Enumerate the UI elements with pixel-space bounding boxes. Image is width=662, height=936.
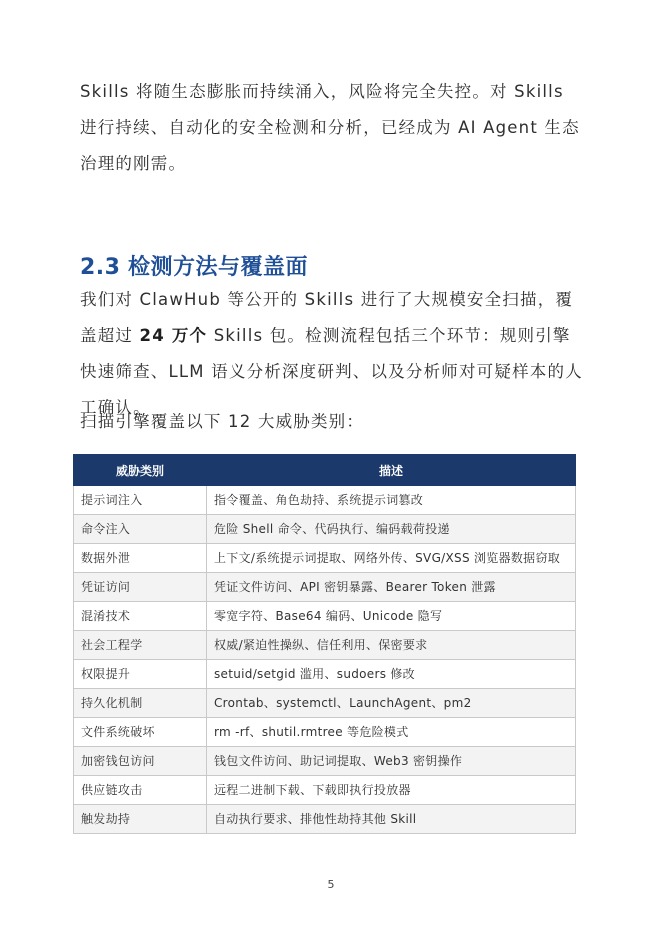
- description-cell: 钱包文件访问、助记词提取、Web3 密钥操作: [207, 747, 576, 776]
- table-row: [74, 805, 576, 834]
- intro-paragraph: Skills 将随生态膨胀而持续涌入，风险将完全失控。对 Skills 进行持续、自动化的安全检测和分析，已经成为 AI Agent 生态治理的刚需。: [80, 82, 580, 173]
- page-number: 5: [327, 878, 335, 891]
- table-row: [74, 776, 576, 805]
- description-cell: 指令覆盖、角色劫持、系统提示词篡改: [207, 486, 576, 515]
- table-row: [74, 486, 576, 515]
- table-header-row: [74, 455, 576, 486]
- category-cell: 权限提升: [74, 660, 207, 689]
- description-cell: 危险 Shell 命令、代码执行、编码载荷投递: [207, 515, 576, 544]
- category-cell: 社会工程学: [74, 631, 207, 660]
- section-heading: [80, 250, 308, 281]
- description-cell: 权威/紧迫性操纵、信任利用、保密要求: [207, 631, 576, 660]
- category-cell: 混淆技术: [74, 602, 207, 631]
- table-row: [74, 718, 576, 747]
- scan-text-start: 我们对 ClawHub 等公开的 Skills 进行了大规模安全扫描，覆盖超过: [80, 290, 574, 345]
- scan-text-end: Skills 包。检测流程包括三个环节：规则引擎快速筛查、LLM 语义分析深度研判、以及分析师对可疑样本的人工确认。: [80, 326, 583, 417]
- category-cell: 命令注入: [74, 515, 207, 544]
- description-cell: Crontab、systemctl、LaunchAgent、pm2: [207, 689, 576, 718]
- category-cell: 触发劫持: [74, 805, 207, 834]
- table-row: [74, 602, 576, 631]
- header-description: 描述: [207, 455, 576, 486]
- table-row: [74, 631, 576, 660]
- section-number: 2.3: [80, 255, 121, 280]
- table-row: [74, 747, 576, 776]
- category-cell: 凭证访问: [74, 573, 207, 602]
- category-cell: 持久化机制: [74, 689, 207, 718]
- table-body: [74, 486, 576, 834]
- category-cell: 供应链攻击: [74, 776, 207, 805]
- description-cell: 零宽字符、Base64 编码、Unicode 隐写: [207, 602, 576, 631]
- description-cell: 自动执行要求、排他性劫持其他 Skill: [207, 805, 576, 834]
- table-row: [74, 689, 576, 718]
- section-title: 检测方法与覆盖面: [127, 255, 308, 280]
- category-cell: 加密钱包访问: [74, 747, 207, 776]
- category-cell: 提示词注入: [74, 486, 207, 515]
- category-cell: 数据外泄: [74, 544, 207, 573]
- description-cell: 上下文/系统提示词提取、网络外传、SVG/XSS 浏览器数据窃取: [207, 544, 576, 573]
- description-cell: setuid/setgid 滥用、sudoers 修改: [207, 660, 576, 689]
- table-row: [74, 544, 576, 573]
- header-category: 威胁类别: [74, 455, 207, 486]
- table-row: [74, 573, 576, 602]
- description-cell: 凭证文件访问、API 密钥暴露、Bearer Token 泄露: [207, 573, 576, 602]
- description-cell: 远程二进制下载、下载即执行投放器: [207, 776, 576, 805]
- table-row: [74, 515, 576, 544]
- scan-count: 24 万个: [139, 326, 208, 345]
- description-cell: rm -rf、shutil.rmtree 等危险模式: [207, 718, 576, 747]
- category-cell: 文件系统破坏: [74, 718, 207, 747]
- table-row: [74, 660, 576, 689]
- threat-category-table: [73, 454, 576, 834]
- categories-intro: 扫描引擎覆盖以下 12 大威胁类别：: [80, 412, 365, 431]
